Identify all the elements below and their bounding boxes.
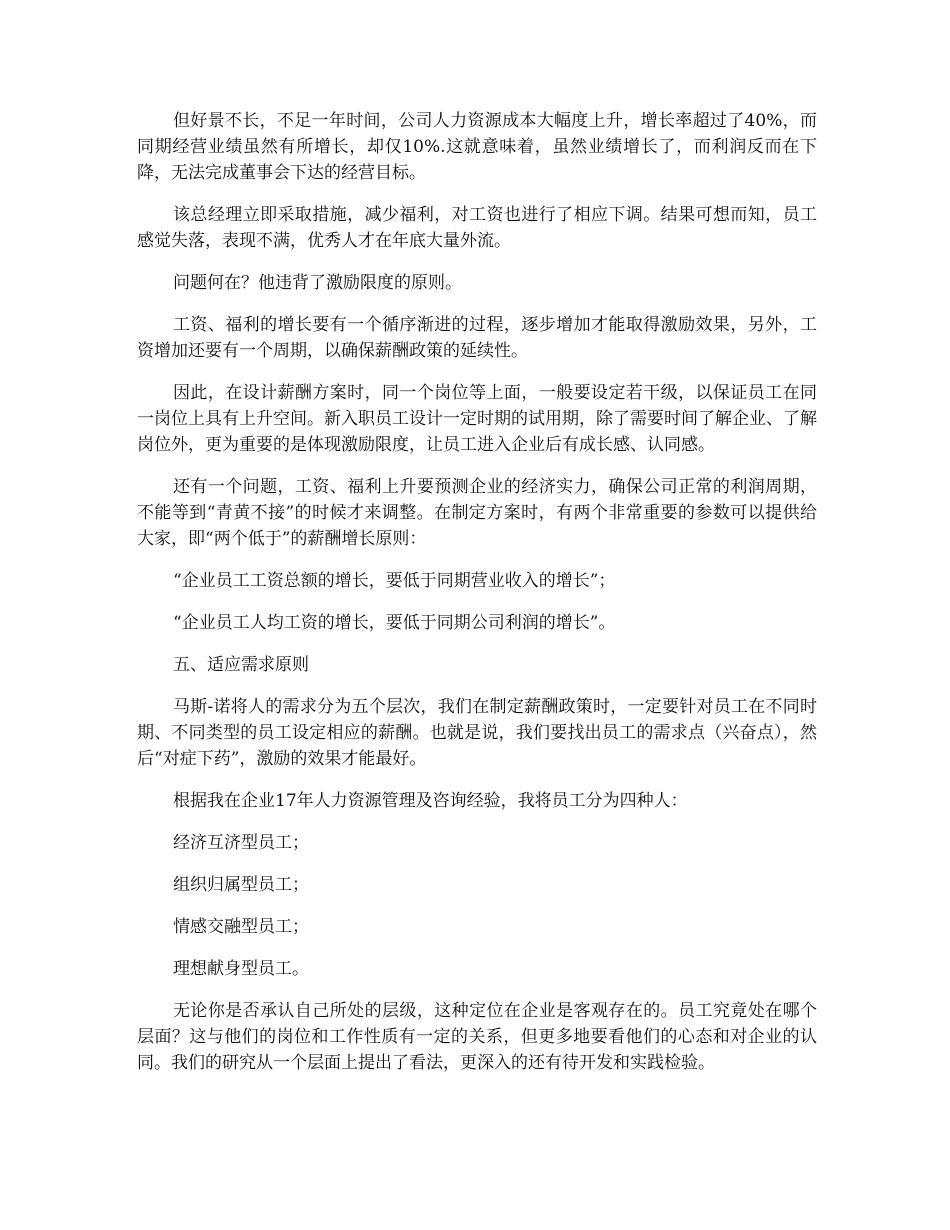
list-item-emotional-type: 情感交融型员工； xyxy=(173,917,309,937)
paragraph-maslow-needs: 马斯-诺将人的需求分为五个层次，我们在制定薪酬政策时，一定要针对员工在不同时期、不同类型的员工设定相应的薪酬。也就是说，我们要找出员工的需求点（兴奋点），然后“对症下药”，激励的效果才能最好。 xyxy=(137,697,817,769)
section-heading-needs-principle: 五、适应需求原则 xyxy=(173,655,309,675)
paragraph-quote-average-wage: “企业员工人均工资的增长，要低于同期公司利润的增长”。 xyxy=(173,613,616,633)
paragraph-two-lower-principle: 还有一个问题，工资、福利上升要预测企业的经济实力，确保公司正常的利润周期，不能等到“青黄不接”的时候才来调整。在制定方案时，有两个非常重要的参数可以提供给大家，即“两个低于”的薪酬增长原则： xyxy=(137,477,817,549)
paragraph-four-types-intro: 根据我在企业17年人力资源管理及咨询经验，我将员工分为四种人： xyxy=(173,791,688,811)
paragraph-quote-total-wage: “企业员工工资总额的增长，要低于同期营业收入的增长”； xyxy=(173,571,616,591)
paragraph-salary-design: 因此，在设计薪酬方案时，同一个岗位等上面，一般要设定若干级，以保证员工在同一岗位上具有上升空间。新入职员工设计一定时期的试用期，除了需要时间了解企业、了解岗位外，更为重要的是体现激励限度，让员工进入企业后有成长感、认同感。 xyxy=(137,383,817,455)
list-item-belonging-type: 组织归属型员工； xyxy=(173,875,309,895)
paragraph-conclusion: 无论你是否承认自己所处的层级，这种定位在企业是客观存在的。员工究竟处在哪个层面？这与他们的岗位和工作性质有一定的关系，但更多地要看他们的心态和对企业的认同。我们的研究从一个层面上提出了看法，更深入的还有待开发和实践检验。 xyxy=(137,1001,817,1073)
document-body xyxy=(137,108,817,1092)
paragraph-cost-increase: 但好景不长，不足一年时间，公司人力资源成本大幅度上升，增长率超过了40%，而同期经营业绩虽然有所增长，却仅10%.这就意味着，虽然业绩增长了，而利润反而在下降，无法完成董事会下达的经营目标。 xyxy=(137,111,817,183)
list-item-economic-type: 经济互济型员工； xyxy=(173,833,309,853)
paragraph-manager-measures: 该总经理立即采取措施，减少福利，对工资也进行了相应下调。结果可想而知，员工感觉失落，表现不满，优秀人才在年底大量外流。 xyxy=(137,205,817,251)
paragraph-problem-question: 问题何在？他违背了激励限度的原则。 xyxy=(173,273,462,293)
paragraph-gradual-growth: 工资、福利的增长要有一个循序渐进的过程，逐步增加才能取得激励效果，另外，工资增加还要有一个周期，以确保薪酬政策的延续性。 xyxy=(137,315,817,361)
list-item-ideal-type: 理想献身型员工。 xyxy=(173,959,309,979)
